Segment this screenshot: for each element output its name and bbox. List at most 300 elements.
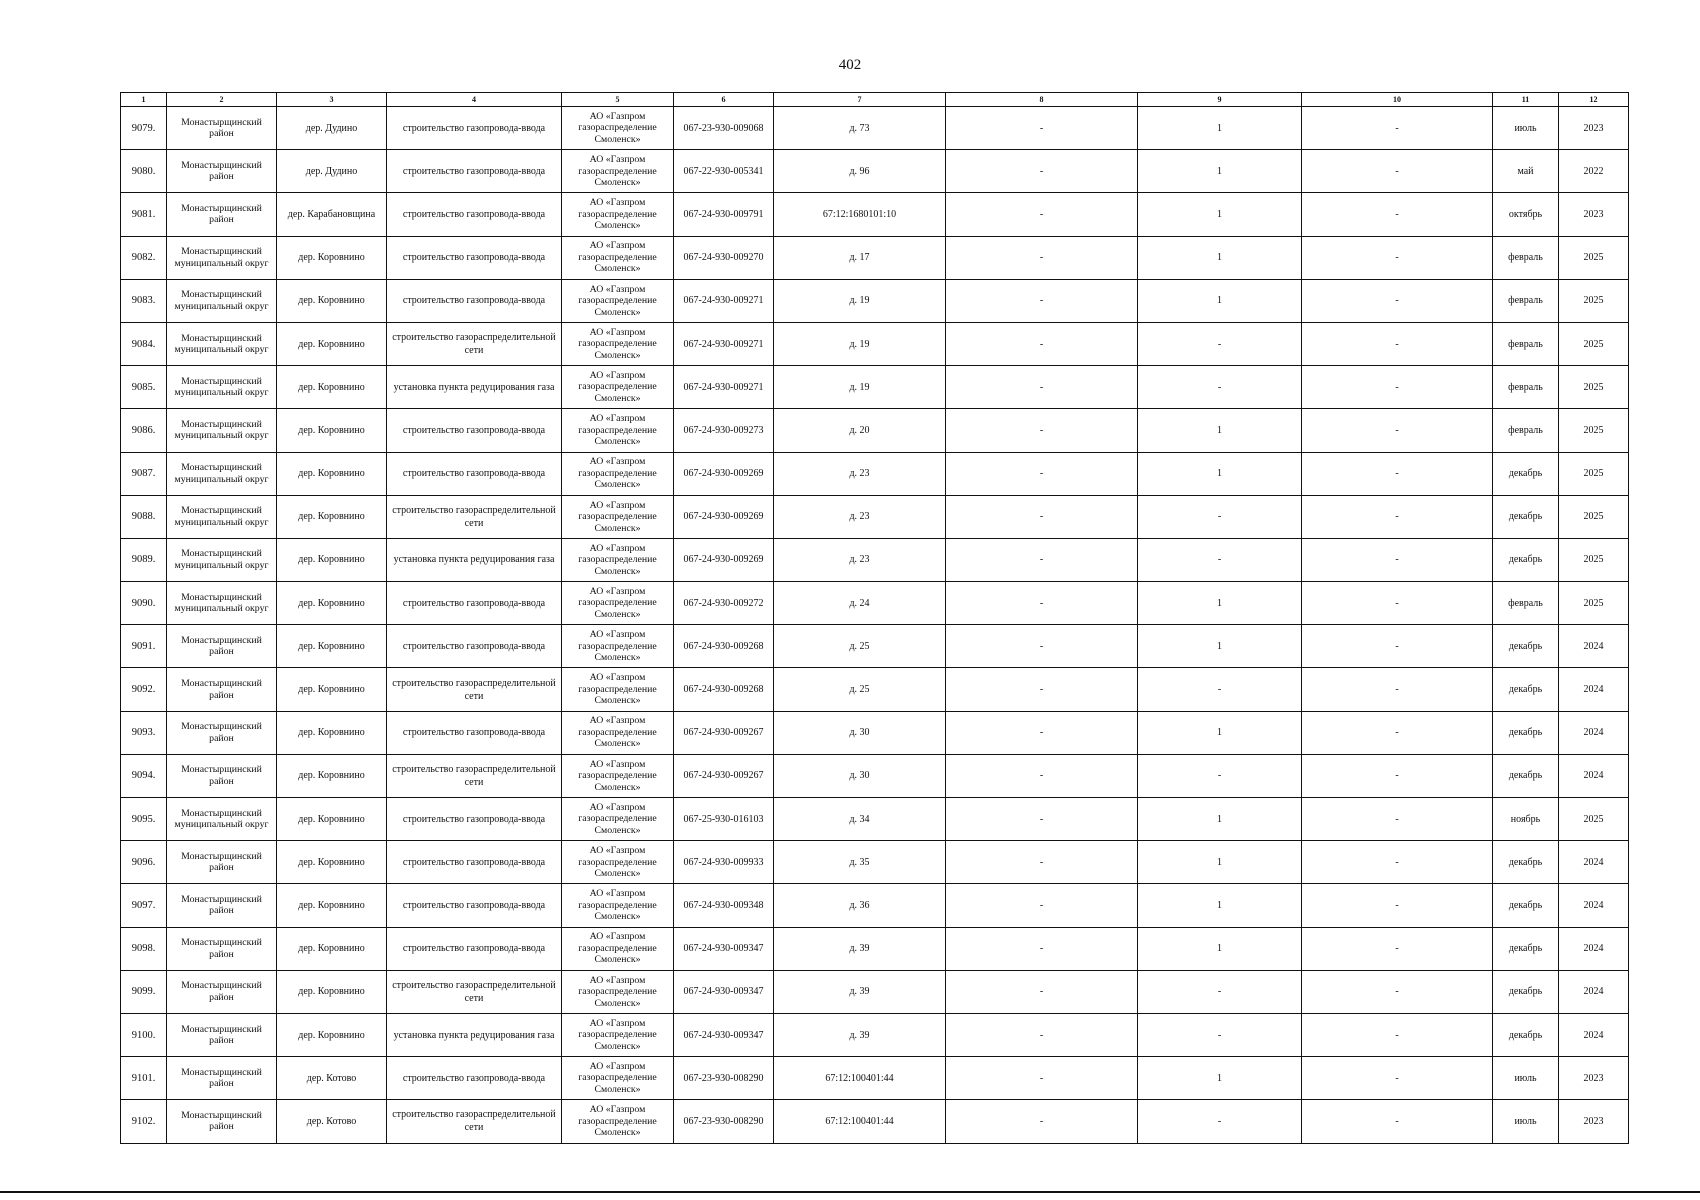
locality-cell: дер. Коровнино bbox=[277, 711, 387, 754]
object-cell: д. 25 bbox=[774, 668, 946, 711]
month-cell: октябрь bbox=[1493, 193, 1559, 236]
column-10-cell: - bbox=[1302, 452, 1493, 495]
column-8-cell: - bbox=[946, 970, 1138, 1013]
work-type-cell: строительство газопровода-ввода bbox=[387, 798, 562, 841]
application-number-cell: 067-24-930-009791 bbox=[674, 193, 774, 236]
application-number-cell: 067-23-930-009068 bbox=[674, 107, 774, 150]
row-number-cell: 9088. bbox=[121, 495, 167, 538]
application-number-cell: 067-23-930-008290 bbox=[674, 1057, 774, 1100]
district-cell: Монастырщинский муниципальный округ bbox=[167, 322, 277, 365]
application-number-cell: 067-24-930-009348 bbox=[674, 884, 774, 927]
district-cell: Монастырщинский муниципальный округ bbox=[167, 236, 277, 279]
row-number-cell: 9087. bbox=[121, 452, 167, 495]
work-type-cell: строительство газопровода-ввода bbox=[387, 409, 562, 452]
column-9-cell: 1 bbox=[1138, 193, 1302, 236]
work-type-cell: строительство газопровода-ввода bbox=[387, 711, 562, 754]
work-type-cell: строительство газопровода-ввода bbox=[387, 582, 562, 625]
month-cell: декабрь bbox=[1493, 495, 1559, 538]
column-9-cell: - bbox=[1138, 366, 1302, 409]
table-row bbox=[121, 668, 1629, 711]
district-cell: Монастырщинский муниципальный округ bbox=[167, 798, 277, 841]
column-10-cell: - bbox=[1302, 1057, 1493, 1100]
district-cell: Монастырщинский район bbox=[167, 841, 277, 884]
column-8-cell: - bbox=[946, 107, 1138, 150]
table-row bbox=[121, 970, 1629, 1013]
year-cell: 2024 bbox=[1559, 668, 1629, 711]
year-cell: 2023 bbox=[1559, 107, 1629, 150]
column-8-cell: - bbox=[946, 409, 1138, 452]
column-header-7: 7 bbox=[774, 93, 946, 107]
work-type-cell: установка пункта редуцирования газа bbox=[387, 366, 562, 409]
object-cell: д. 25 bbox=[774, 625, 946, 668]
organization-cell: АО «Газпром газораспределение Смоленск» bbox=[562, 322, 674, 365]
work-type-cell: строительство газопровода-ввода bbox=[387, 884, 562, 927]
column-header-6: 6 bbox=[674, 93, 774, 107]
work-type-cell: строительство газопровода-ввода bbox=[387, 1057, 562, 1100]
locality-cell: дер. Дудино bbox=[277, 150, 387, 193]
column-9-cell: 1 bbox=[1138, 1057, 1302, 1100]
month-cell: декабрь bbox=[1493, 884, 1559, 927]
application-number-cell: 067-24-930-009271 bbox=[674, 322, 774, 365]
district-cell: Монастырщинский район bbox=[167, 668, 277, 711]
year-cell: 2024 bbox=[1559, 754, 1629, 797]
column-8-cell: - bbox=[946, 322, 1138, 365]
row-number-cell: 9081. bbox=[121, 193, 167, 236]
work-type-cell: строительство газопровода-ввода bbox=[387, 452, 562, 495]
table-row bbox=[121, 711, 1629, 754]
row-number-cell: 9095. bbox=[121, 798, 167, 841]
column-9-cell: - bbox=[1138, 322, 1302, 365]
object-cell: 67:12:1680101:10 bbox=[774, 193, 946, 236]
column-8-cell: - bbox=[946, 884, 1138, 927]
table-row bbox=[121, 538, 1629, 581]
month-cell: февраль bbox=[1493, 236, 1559, 279]
month-cell: июль bbox=[1493, 1057, 1559, 1100]
district-cell: Монастырщинский район bbox=[167, 970, 277, 1013]
object-cell: д. 36 bbox=[774, 884, 946, 927]
application-number-cell: 067-24-930-009272 bbox=[674, 582, 774, 625]
column-header-9: 9 bbox=[1138, 93, 1302, 107]
column-8-cell: - bbox=[946, 193, 1138, 236]
application-number-cell: 067-24-930-009271 bbox=[674, 279, 774, 322]
column-10-cell: - bbox=[1302, 107, 1493, 150]
column-9-cell: 1 bbox=[1138, 582, 1302, 625]
column-header-2: 2 bbox=[167, 93, 277, 107]
organization-cell: АО «Газпром газораспределение Смоленск» bbox=[562, 538, 674, 581]
locality-cell: дер. Коровнино bbox=[277, 970, 387, 1013]
organization-cell: АО «Газпром газораспределение Смоленск» bbox=[562, 884, 674, 927]
object-cell: д. 96 bbox=[774, 150, 946, 193]
column-10-cell: - bbox=[1302, 582, 1493, 625]
year-cell: 2024 bbox=[1559, 970, 1629, 1013]
year-cell: 2025 bbox=[1559, 582, 1629, 625]
locality-cell: дер. Коровнино bbox=[277, 625, 387, 668]
page-number: 402 bbox=[838, 57, 862, 73]
organization-cell: АО «Газпром газораспределение Смоленск» bbox=[562, 711, 674, 754]
row-number-cell: 9096. bbox=[121, 841, 167, 884]
locality-cell: дер. Коровнино bbox=[277, 754, 387, 797]
organization-cell: АО «Газпром газораспределение Смоленск» bbox=[562, 236, 674, 279]
table-row bbox=[121, 366, 1629, 409]
column-10-cell: - bbox=[1302, 236, 1493, 279]
table-row bbox=[121, 409, 1629, 452]
organization-cell: АО «Газпром газораспределение Смоленск» bbox=[562, 927, 674, 970]
column-9-cell: 1 bbox=[1138, 841, 1302, 884]
month-cell: ноябрь bbox=[1493, 798, 1559, 841]
month-cell: декабрь bbox=[1493, 538, 1559, 581]
column-8-cell: - bbox=[946, 582, 1138, 625]
organization-cell: АО «Газпром газораспределение Смоленск» bbox=[562, 366, 674, 409]
month-cell: февраль bbox=[1493, 322, 1559, 365]
column-10-cell: - bbox=[1302, 927, 1493, 970]
month-cell: февраль bbox=[1493, 279, 1559, 322]
application-number-cell: 067-22-930-005341 bbox=[674, 150, 774, 193]
locality-cell: дер. Дудино bbox=[277, 107, 387, 150]
column-9-cell: 1 bbox=[1138, 798, 1302, 841]
locality-cell: дер. Коровнино bbox=[277, 884, 387, 927]
object-cell: д. 23 bbox=[774, 452, 946, 495]
district-cell: Монастырщинский муниципальный округ bbox=[167, 582, 277, 625]
column-9-cell: 1 bbox=[1138, 150, 1302, 193]
month-cell: май bbox=[1493, 150, 1559, 193]
object-cell: 67:12:100401:44 bbox=[774, 1100, 946, 1143]
application-number-cell: 067-24-930-009347 bbox=[674, 1013, 774, 1056]
organization-cell: АО «Газпром газораспределение Смоленск» bbox=[562, 1013, 674, 1056]
object-cell: д. 73 bbox=[774, 107, 946, 150]
locality-cell: дер. Коровнино bbox=[277, 841, 387, 884]
organization-cell: АО «Газпром газораспределение Смоленск» bbox=[562, 193, 674, 236]
year-cell: 2025 bbox=[1559, 279, 1629, 322]
column-10-cell: - bbox=[1302, 970, 1493, 1013]
locality-cell: дер. Коровнино bbox=[277, 452, 387, 495]
row-number-cell: 9084. bbox=[121, 322, 167, 365]
table-row bbox=[121, 150, 1629, 193]
header-row bbox=[121, 93, 1629, 107]
row-number-cell: 9097. bbox=[121, 884, 167, 927]
year-cell: 2025 bbox=[1559, 366, 1629, 409]
work-type-cell: строительство газопровода-ввода bbox=[387, 193, 562, 236]
row-number-cell: 9101. bbox=[121, 1057, 167, 1100]
work-type-cell: строительство газораспределительной сети bbox=[387, 754, 562, 797]
object-cell: д. 17 bbox=[774, 236, 946, 279]
column-10-cell: - bbox=[1302, 798, 1493, 841]
table-row bbox=[121, 1100, 1629, 1143]
column-header-3: 3 bbox=[277, 93, 387, 107]
registry-table bbox=[120, 92, 1629, 1144]
work-type-cell: строительство газораспределительной сети bbox=[387, 668, 562, 711]
year-cell: 2023 bbox=[1559, 193, 1629, 236]
organization-cell: АО «Газпром газораспределение Смоленск» bbox=[562, 107, 674, 150]
column-header-12: 12 bbox=[1559, 93, 1629, 107]
column-8-cell: - bbox=[946, 668, 1138, 711]
locality-cell: дер. Коровнино bbox=[277, 927, 387, 970]
object-cell: д. 23 bbox=[774, 495, 946, 538]
organization-cell: АО «Газпром газораспределение Смоленск» bbox=[562, 970, 674, 1013]
row-number-cell: 9093. bbox=[121, 711, 167, 754]
organization-cell: АО «Газпром газораспределение Смоленск» bbox=[562, 1057, 674, 1100]
column-8-cell: - bbox=[946, 236, 1138, 279]
district-cell: Монастырщинский район bbox=[167, 1057, 277, 1100]
table-header bbox=[121, 93, 1629, 107]
organization-cell: АО «Газпром газораспределение Смоленск» bbox=[562, 1100, 674, 1143]
column-9-cell: 1 bbox=[1138, 711, 1302, 754]
month-cell: декабрь bbox=[1493, 668, 1559, 711]
month-cell: июль bbox=[1493, 1100, 1559, 1143]
column-8-cell: - bbox=[946, 1013, 1138, 1056]
column-10-cell: - bbox=[1302, 366, 1493, 409]
year-cell: 2024 bbox=[1559, 927, 1629, 970]
district-cell: Монастырщинский муниципальный округ bbox=[167, 279, 277, 322]
column-10-cell: - bbox=[1302, 625, 1493, 668]
month-cell: декабрь bbox=[1493, 452, 1559, 495]
column-10-cell: - bbox=[1302, 841, 1493, 884]
column-9-cell: 1 bbox=[1138, 107, 1302, 150]
month-cell: декабрь bbox=[1493, 927, 1559, 970]
application-number-cell: 067-24-930-009270 bbox=[674, 236, 774, 279]
column-9-cell: 1 bbox=[1138, 927, 1302, 970]
column-9-cell: - bbox=[1138, 754, 1302, 797]
work-type-cell: строительство газораспределительной сети bbox=[387, 970, 562, 1013]
table-body bbox=[121, 107, 1629, 1144]
organization-cell: АО «Газпром газораспределение Смоленск» bbox=[562, 668, 674, 711]
table-row bbox=[121, 322, 1629, 365]
table-row bbox=[121, 841, 1629, 884]
object-cell: д. 35 bbox=[774, 841, 946, 884]
table-row bbox=[121, 754, 1629, 797]
district-cell: Монастырщинский муниципальный округ bbox=[167, 538, 277, 581]
column-8-cell: - bbox=[946, 452, 1138, 495]
table-row bbox=[121, 193, 1629, 236]
locality-cell: дер. Коровнино bbox=[277, 279, 387, 322]
month-cell: декабрь bbox=[1493, 754, 1559, 797]
column-8-cell: - bbox=[946, 279, 1138, 322]
application-number-cell: 067-24-930-009347 bbox=[674, 927, 774, 970]
object-cell: д. 19 bbox=[774, 322, 946, 365]
row-number-cell: 9094. bbox=[121, 754, 167, 797]
locality-cell: дер. Коровнино bbox=[277, 495, 387, 538]
column-8-cell: - bbox=[946, 754, 1138, 797]
row-number-cell: 9099. bbox=[121, 970, 167, 1013]
row-number-cell: 9090. bbox=[121, 582, 167, 625]
column-8-cell: - bbox=[946, 150, 1138, 193]
column-9-cell: 1 bbox=[1138, 625, 1302, 668]
organization-cell: АО «Газпром газораспределение Смоленск» bbox=[562, 754, 674, 797]
column-8-cell: - bbox=[946, 711, 1138, 754]
row-number-cell: 9082. bbox=[121, 236, 167, 279]
work-type-cell: строительство газопровода-ввода bbox=[387, 150, 562, 193]
work-type-cell: строительство газораспределительной сети bbox=[387, 495, 562, 538]
month-cell: декабрь bbox=[1493, 711, 1559, 754]
month-cell: февраль bbox=[1493, 582, 1559, 625]
column-10-cell: - bbox=[1302, 409, 1493, 452]
year-cell: 2025 bbox=[1559, 452, 1629, 495]
column-9-cell: - bbox=[1138, 668, 1302, 711]
organization-cell: АО «Газпром газораспределение Смоленск» bbox=[562, 495, 674, 538]
object-cell: д. 23 bbox=[774, 538, 946, 581]
work-type-cell: строительство газопровода-ввода bbox=[387, 236, 562, 279]
organization-cell: АО «Газпром газораспределение Смоленск» bbox=[562, 279, 674, 322]
district-cell: Монастырщинский район bbox=[167, 107, 277, 150]
column-9-cell: 1 bbox=[1138, 279, 1302, 322]
district-cell: Монастырщинский район bbox=[167, 150, 277, 193]
column-10-cell: - bbox=[1302, 1100, 1493, 1143]
year-cell: 2023 bbox=[1559, 1100, 1629, 1143]
month-cell: декабрь bbox=[1493, 841, 1559, 884]
organization-cell: АО «Газпром газораспределение Смоленск» bbox=[562, 625, 674, 668]
year-cell: 2025 bbox=[1559, 798, 1629, 841]
application-number-cell: 067-24-930-009269 bbox=[674, 452, 774, 495]
table-row bbox=[121, 452, 1629, 495]
table-row bbox=[121, 279, 1629, 322]
application-number-cell: 067-24-930-009267 bbox=[674, 711, 774, 754]
object-cell: д. 39 bbox=[774, 1013, 946, 1056]
year-cell: 2024 bbox=[1559, 625, 1629, 668]
district-cell: Монастырщинский район bbox=[167, 193, 277, 236]
year-cell: 2024 bbox=[1559, 1013, 1629, 1056]
locality-cell: дер. Коровнино bbox=[277, 322, 387, 365]
table-row bbox=[121, 495, 1629, 538]
row-number-cell: 9080. bbox=[121, 150, 167, 193]
district-cell: Монастырщинский район bbox=[167, 754, 277, 797]
application-number-cell: 067-23-930-008290 bbox=[674, 1100, 774, 1143]
row-number-cell: 9098. bbox=[121, 927, 167, 970]
column-10-cell: - bbox=[1302, 754, 1493, 797]
application-number-cell: 067-24-930-009271 bbox=[674, 366, 774, 409]
district-cell: Монастырщинский район bbox=[167, 625, 277, 668]
column-8-cell: - bbox=[946, 1057, 1138, 1100]
locality-cell: дер. Коровнино bbox=[277, 409, 387, 452]
year-cell: 2024 bbox=[1559, 884, 1629, 927]
application-number-cell: 067-24-930-009268 bbox=[674, 625, 774, 668]
year-cell: 2025 bbox=[1559, 495, 1629, 538]
locality-cell: дер. Коровнино bbox=[277, 798, 387, 841]
work-type-cell: строительство газопровода-ввода bbox=[387, 279, 562, 322]
organization-cell: АО «Газпром газораспределение Смоленск» bbox=[562, 841, 674, 884]
district-cell: Монастырщинский район bbox=[167, 1100, 277, 1143]
table-row bbox=[121, 927, 1629, 970]
column-8-cell: - bbox=[946, 538, 1138, 581]
row-number-cell: 9102. bbox=[121, 1100, 167, 1143]
application-number-cell: 067-24-930-009269 bbox=[674, 495, 774, 538]
district-cell: Монастырщинский муниципальный округ bbox=[167, 409, 277, 452]
locality-cell: дер. Котово bbox=[277, 1100, 387, 1143]
application-number-cell: 067-24-930-009269 bbox=[674, 538, 774, 581]
work-type-cell: строительство газопровода-ввода bbox=[387, 841, 562, 884]
row-number-cell: 9091. bbox=[121, 625, 167, 668]
month-cell: декабрь bbox=[1493, 625, 1559, 668]
column-10-cell: - bbox=[1302, 279, 1493, 322]
locality-cell: дер. Карабановщина bbox=[277, 193, 387, 236]
column-10-cell: - bbox=[1302, 495, 1493, 538]
column-header-10: 10 bbox=[1302, 93, 1493, 107]
column-8-cell: - bbox=[946, 927, 1138, 970]
row-number-cell: 9086. bbox=[121, 409, 167, 452]
object-cell: д. 20 bbox=[774, 409, 946, 452]
month-cell: декабрь bbox=[1493, 970, 1559, 1013]
year-cell: 2025 bbox=[1559, 236, 1629, 279]
column-10-cell: - bbox=[1302, 322, 1493, 365]
registry-table-wrapper bbox=[120, 92, 1629, 1144]
application-number-cell: 067-24-930-009267 bbox=[674, 754, 774, 797]
work-type-cell: строительство газопровода-ввода bbox=[387, 107, 562, 150]
locality-cell: дер. Коровнино bbox=[277, 1013, 387, 1056]
district-cell: Монастырщинский район bbox=[167, 927, 277, 970]
column-header-5: 5 bbox=[562, 93, 674, 107]
table-row bbox=[121, 236, 1629, 279]
column-header-4: 4 bbox=[387, 93, 562, 107]
month-cell: февраль bbox=[1493, 409, 1559, 452]
column-10-cell: - bbox=[1302, 1013, 1493, 1056]
column-8-cell: - bbox=[946, 798, 1138, 841]
month-cell: декабрь bbox=[1493, 1013, 1559, 1056]
column-9-cell: - bbox=[1138, 1013, 1302, 1056]
year-cell: 2023 bbox=[1559, 1057, 1629, 1100]
table-row bbox=[121, 884, 1629, 927]
locality-cell: дер. Коровнино bbox=[277, 236, 387, 279]
column-header-11: 11 bbox=[1493, 93, 1559, 107]
organization-cell: АО «Газпром газораспределение Смоленск» bbox=[562, 409, 674, 452]
work-type-cell: установка пункта редуцирования газа bbox=[387, 538, 562, 581]
application-number-cell: 067-25-930-016103 bbox=[674, 798, 774, 841]
district-cell: Монастырщинский район bbox=[167, 711, 277, 754]
application-number-cell: 067-24-930-009273 bbox=[674, 409, 774, 452]
locality-cell: дер. Коровнино bbox=[277, 538, 387, 581]
district-cell: Монастырщинский район bbox=[167, 884, 277, 927]
table-row bbox=[121, 625, 1629, 668]
district-cell: Монастырщинский муниципальный округ bbox=[167, 452, 277, 495]
column-9-cell: 1 bbox=[1138, 452, 1302, 495]
object-cell: д. 39 bbox=[774, 970, 946, 1013]
row-number-cell: 9089. bbox=[121, 538, 167, 581]
column-9-cell: - bbox=[1138, 970, 1302, 1013]
application-number-cell: 067-24-930-009933 bbox=[674, 841, 774, 884]
locality-cell: дер. Коровнино bbox=[277, 668, 387, 711]
year-cell: 2025 bbox=[1559, 409, 1629, 452]
district-cell: Монастырщинский муниципальный округ bbox=[167, 495, 277, 538]
organization-cell: АО «Газпром газораспределение Смоленск» bbox=[562, 150, 674, 193]
district-cell: Монастырщинский муниципальный округ bbox=[167, 366, 277, 409]
column-header-1: 1 bbox=[121, 93, 167, 107]
column-10-cell: - bbox=[1302, 538, 1493, 581]
year-cell: 2025 bbox=[1559, 538, 1629, 581]
column-10-cell: - bbox=[1302, 711, 1493, 754]
organization-cell: АО «Газпром газораспределение Смоленск» bbox=[562, 582, 674, 625]
column-9-cell: - bbox=[1138, 495, 1302, 538]
column-header-8: 8 bbox=[946, 93, 1138, 107]
column-8-cell: - bbox=[946, 495, 1138, 538]
application-number-cell: 067-24-930-009347 bbox=[674, 970, 774, 1013]
table-row bbox=[121, 582, 1629, 625]
column-10-cell: - bbox=[1302, 884, 1493, 927]
column-10-cell: - bbox=[1302, 150, 1493, 193]
locality-cell: дер. Коровнино bbox=[277, 582, 387, 625]
column-10-cell: - bbox=[1302, 668, 1493, 711]
application-number-cell: 067-24-930-009268 bbox=[674, 668, 774, 711]
year-cell: 2022 bbox=[1559, 150, 1629, 193]
column-9-cell: - bbox=[1138, 538, 1302, 581]
month-cell: июль bbox=[1493, 107, 1559, 150]
footer-rule bbox=[0, 1191, 1700, 1193]
year-cell: 2024 bbox=[1559, 841, 1629, 884]
object-cell: д. 30 bbox=[774, 754, 946, 797]
row-number-cell: 9083. bbox=[121, 279, 167, 322]
object-cell: д. 34 bbox=[774, 798, 946, 841]
work-type-cell: строительство газораспределительной сети bbox=[387, 322, 562, 365]
column-8-cell: - bbox=[946, 625, 1138, 668]
object-cell: д. 39 bbox=[774, 927, 946, 970]
row-number-cell: 9085. bbox=[121, 366, 167, 409]
organization-cell: АО «Газпром газораспределение Смоленск» bbox=[562, 798, 674, 841]
